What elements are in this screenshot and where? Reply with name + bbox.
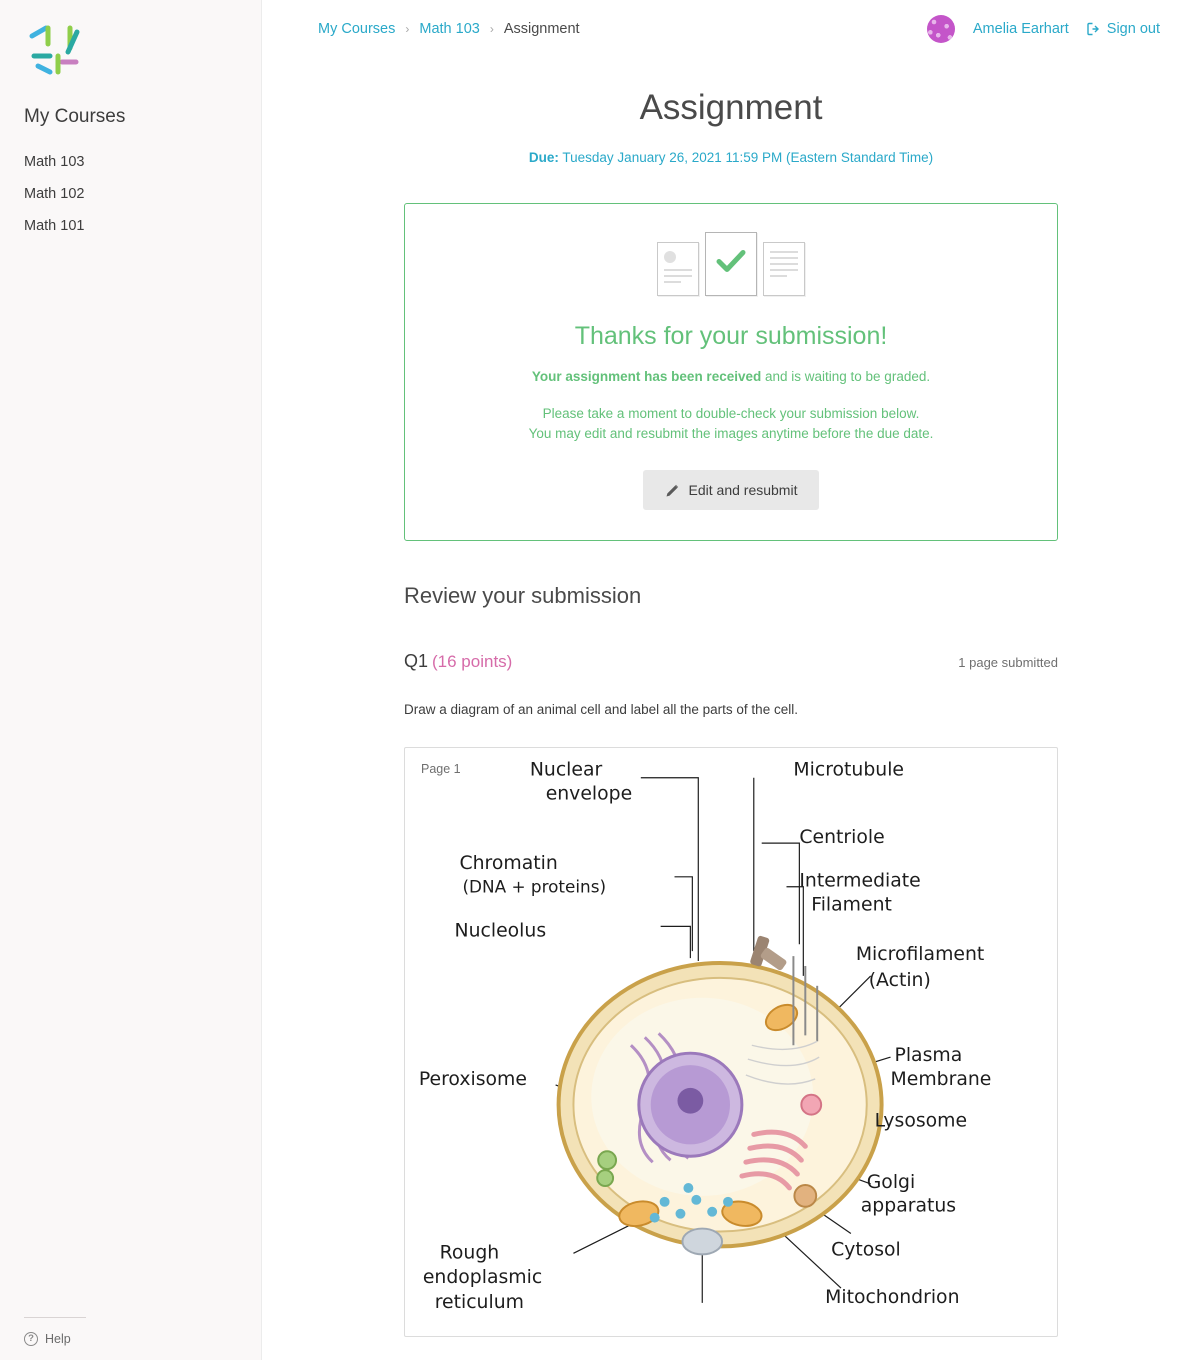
banner-line-1: Please take a moment to double-check your submission below. <box>542 406 920 421</box>
label-nuclear-envelope-line1: Nuclear <box>529 759 603 781</box>
chevron-right-icon: › <box>405 22 410 36</box>
question-prompt: Draw a diagram of an animal cell and label all the parts of the cell. <box>404 702 798 717</box>
label-lysosome: Lysosome <box>874 1110 968 1132</box>
label-intermediate-line1: Intermediate <box>799 870 921 892</box>
user-name[interactable]: Amelia Earhart <box>972 21 1069 37</box>
page-number-tag: Page 1 <box>421 762 461 776</box>
chart-glyph <box>664 251 676 263</box>
sidebar-item-math-101[interactable]: Math 101 <box>24 218 85 234</box>
due-label: Due: <box>528 150 559 165</box>
text-lines <box>770 251 798 281</box>
due-date <box>404 150 1058 165</box>
banner-received-rest: and is waiting to be graded. <box>761 369 931 384</box>
sign-out-button[interactable] <box>1087 21 1160 37</box>
submission-banner <box>404 203 1058 541</box>
breadcrumb-my-courses[interactable]: My Courses <box>318 21 396 37</box>
due-value: Tuesday January 26, 2021 11:59 PM (Eastern Standard Time) <box>562 150 934 165</box>
label-centriole: Centriole <box>799 827 885 849</box>
label-microtubule: Microtubule <box>793 759 905 781</box>
page-content <box>262 88 1200 1337</box>
breadcrumb-assignment: Assignment <box>503 21 580 37</box>
banner-heading: Thanks for your submission! <box>574 322 888 350</box>
check-icon <box>716 249 746 280</box>
label-rough-er-line3: reticulum <box>434 1291 524 1313</box>
help-label: Help <box>45 1332 71 1346</box>
label-rough-er-line2: endoplasmic <box>422 1267 543 1289</box>
document-icon <box>763 242 805 296</box>
topbar <box>262 0 1200 58</box>
banner-instructions <box>425 404 1037 444</box>
document-checked-icon <box>705 232 757 296</box>
label-golgi-line2: apparatus <box>860 1195 957 1217</box>
user-bar <box>927 15 1160 43</box>
label-chromatin-line1: Chromatin <box>459 852 558 874</box>
label-microfilament-line2: (Actin) <box>868 969 931 991</box>
label-nuclear-envelope-line2: envelope <box>545 783 633 805</box>
sidebar-footer <box>0 1317 261 1346</box>
edit-and-resubmit-button[interactable] <box>643 470 820 510</box>
documents-illustration <box>425 232 1037 296</box>
course-list <box>0 146 261 242</box>
review-title: Review your submission <box>404 583 642 608</box>
help-button[interactable] <box>24 1332 261 1346</box>
breadcrumb-math-103[interactable]: Math 103 <box>419 21 480 37</box>
label-cytosol: Cytosol <box>831 1239 901 1261</box>
question-heading <box>404 651 512 672</box>
edit-and-resubmit-label: Edit and resubmit <box>688 482 798 498</box>
label-golgi-line1: Golgi <box>866 1171 916 1193</box>
page-title: Assignment <box>639 88 823 127</box>
chevron-right-icon: › <box>489 22 494 36</box>
submitted-page-card[interactable] <box>404 747 1058 1337</box>
label-plasma-line1: Plasma <box>894 1045 963 1067</box>
sidebar-title: My Courses <box>24 106 126 127</box>
main-content <box>262 0 1200 1360</box>
sign-out-icon <box>1087 22 1101 36</box>
label-mitochondrion: Mitochondrion <box>825 1286 960 1308</box>
pages-submitted-count: 1 page submitted <box>958 655 1058 670</box>
sidebar-item-math-103[interactable]: Math 103 <box>24 154 85 170</box>
gradescope-logo-icon[interactable] <box>24 22 84 80</box>
label-plasma-line2: Membrane <box>890 1068 992 1090</box>
question-points: (16 points) <box>432 652 513 671</box>
question-mark-icon: ? <box>24 1332 38 1346</box>
banner-line-2: You may edit and resubmit the images anytime before the due date. <box>528 426 934 441</box>
divider <box>24 1317 86 1318</box>
document-icon <box>657 242 699 296</box>
text-lines <box>664 269 692 287</box>
label-chromatin-line2: (DNA + proteins) <box>462 876 607 897</box>
question-header-row <box>404 651 1058 672</box>
question-label: Q1 <box>404 651 429 671</box>
sidebar <box>0 0 262 1360</box>
sign-out-label: Sign out <box>1106 21 1160 37</box>
label-microfilament-line1: Microfilament <box>855 944 985 966</box>
sidebar-item-math-102[interactable]: Math 102 <box>24 186 85 202</box>
label-peroxisome: Peroxisome <box>418 1068 527 1090</box>
breadcrumb <box>318 21 580 37</box>
label-rough-er-line1: Rough <box>439 1242 500 1264</box>
banner-received-line <box>425 369 1037 384</box>
label-nucleolus: Nucleolus <box>454 920 547 942</box>
avatar[interactable] <box>927 15 955 43</box>
label-intermediate-line2: Filament <box>811 894 892 916</box>
banner-received-bold: Your assignment has been received <box>531 369 762 384</box>
pencil-icon <box>665 483 680 498</box>
animal-cell-diagram <box>405 748 1057 1333</box>
